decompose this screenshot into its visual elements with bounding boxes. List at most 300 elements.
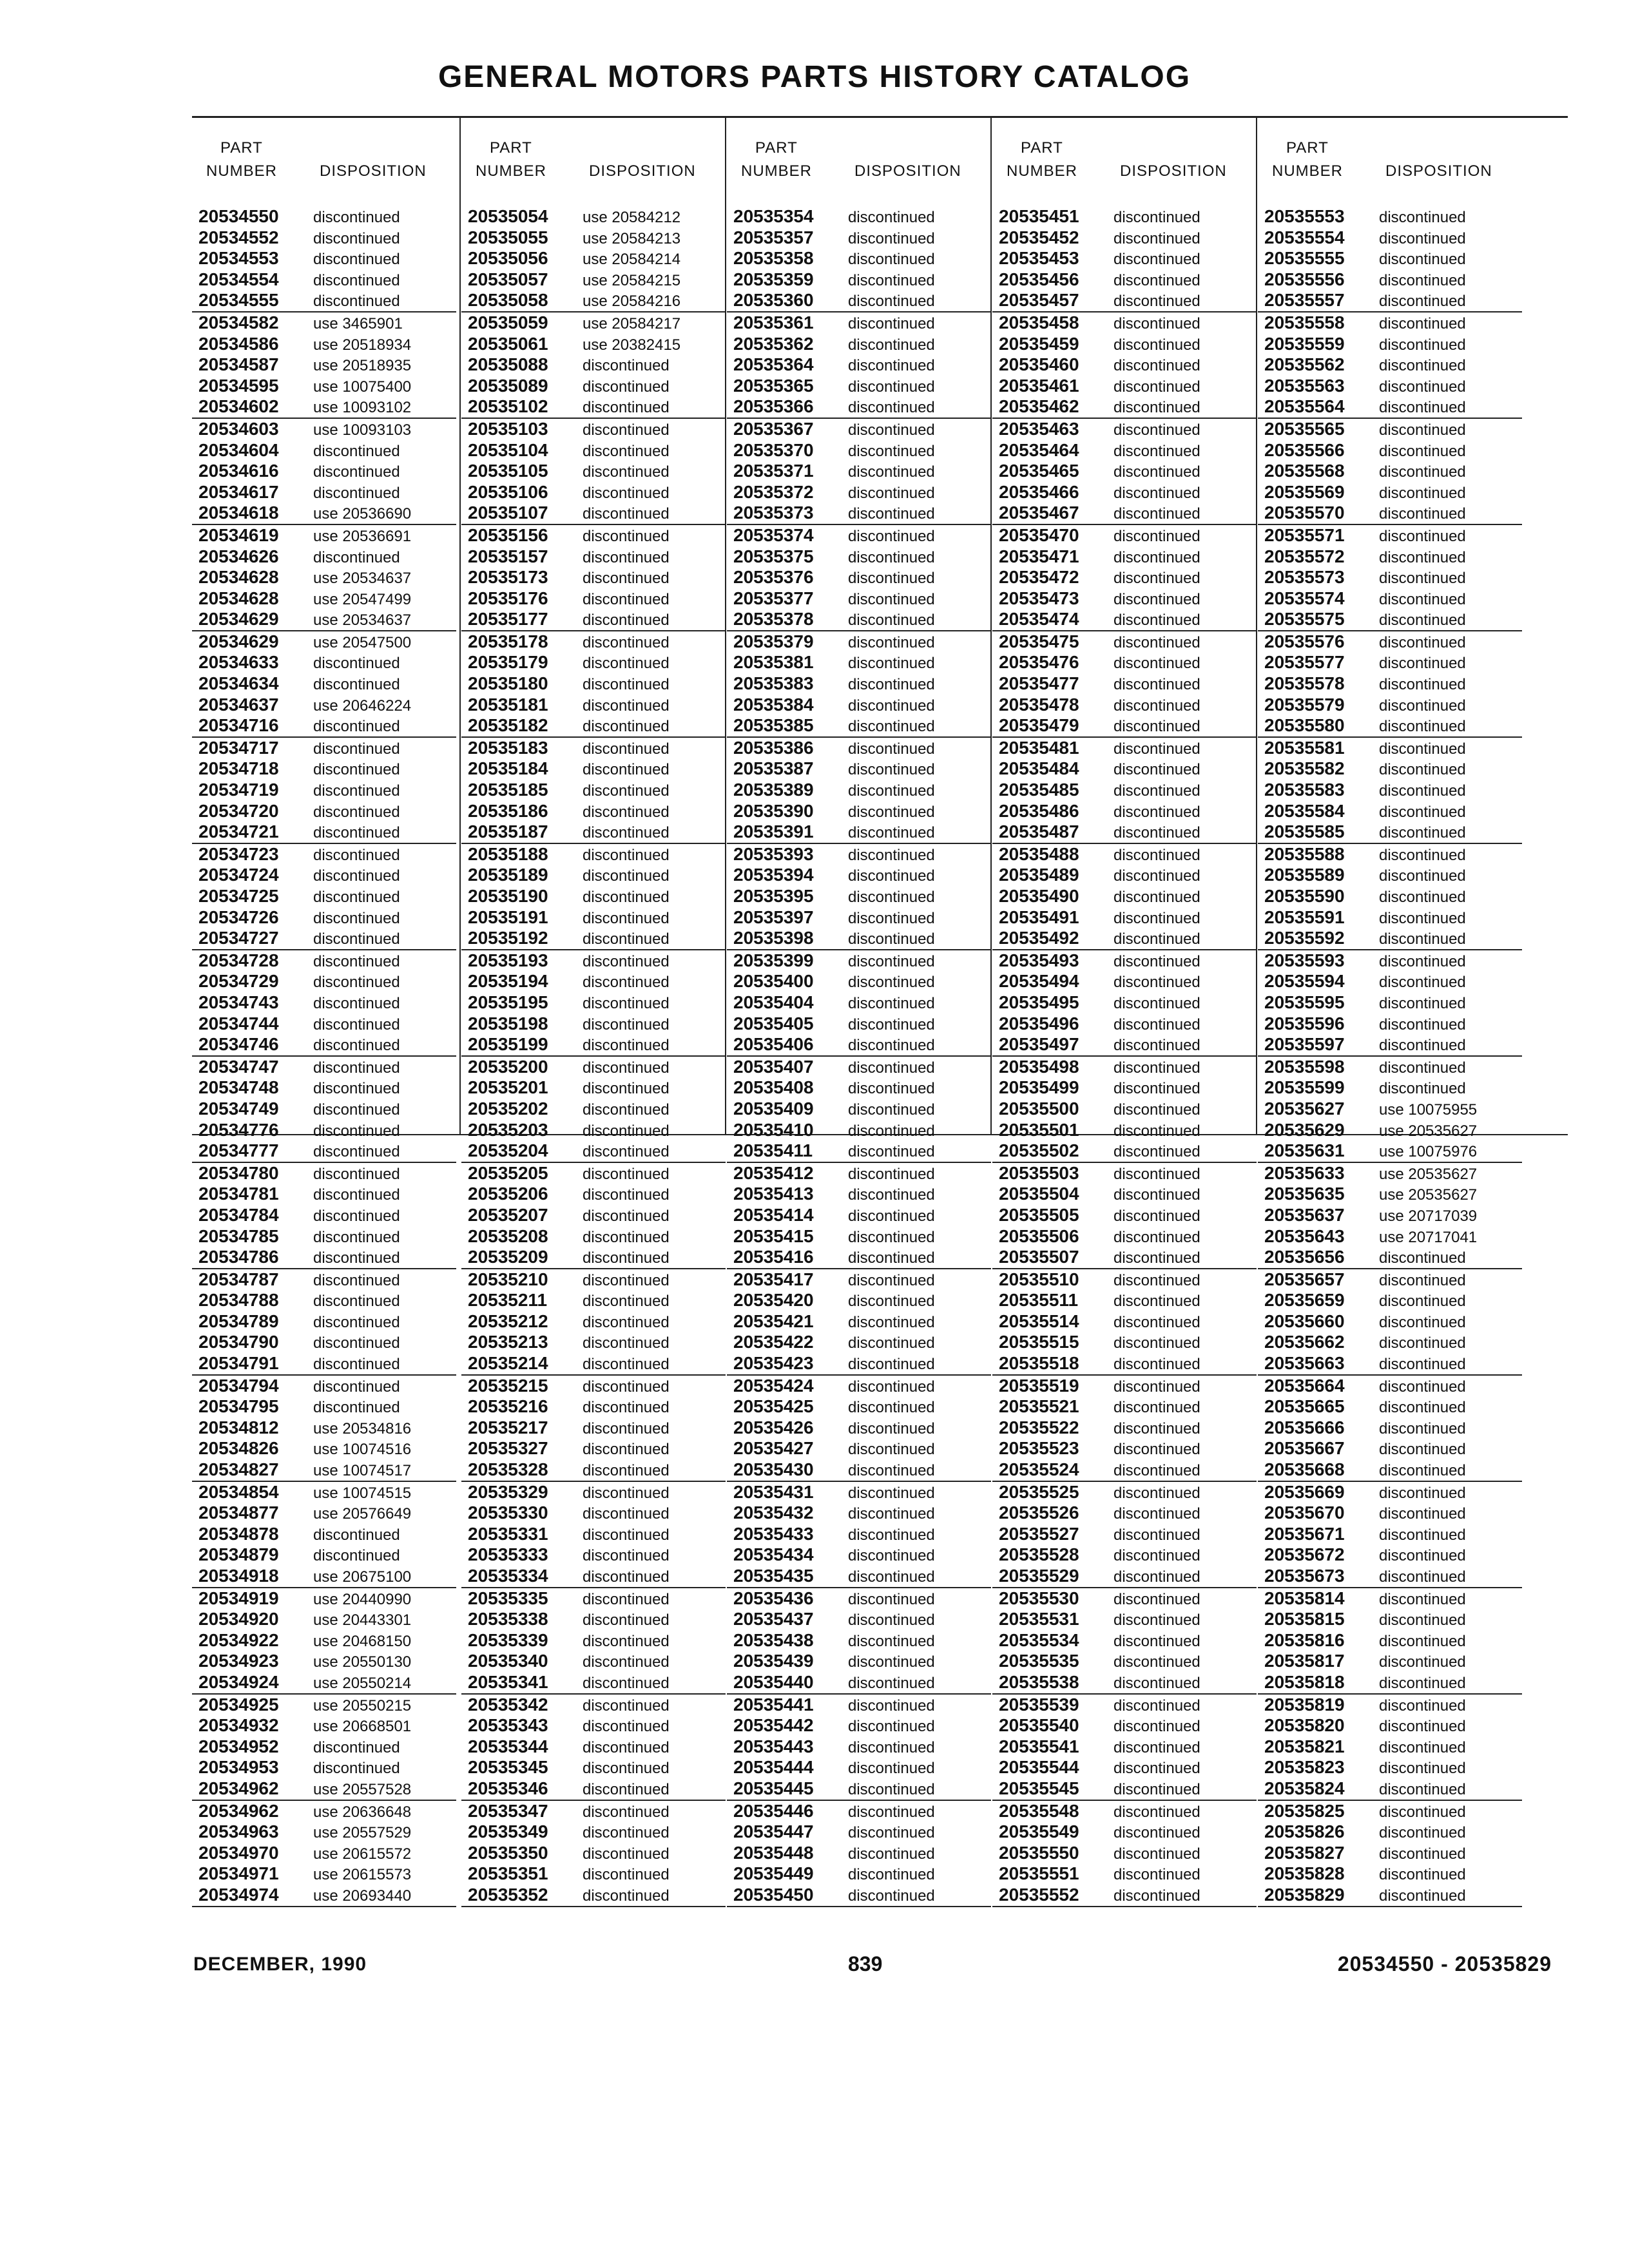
part-number: 20535435: [733, 1566, 814, 1586]
table-row: [192, 865, 456, 886]
disposition: discontinued: [1379, 1568, 1466, 1586]
table-row: [992, 334, 1257, 355]
part-number: 20534725: [198, 886, 279, 906]
disposition: discontinued: [1113, 1590, 1200, 1608]
part-number: 20535362: [733, 333, 814, 354]
table-row: [1258, 588, 1522, 610]
table-row: [727, 567, 991, 588]
part-number: 20535597: [1264, 1034, 1345, 1055]
column-header: [192, 139, 456, 191]
disposition: discontinued: [1113, 1165, 1200, 1183]
table-row: [192, 907, 456, 928]
table-row: [727, 652, 991, 673]
part-number: 20535816: [1264, 1629, 1345, 1650]
part-number: 20535594: [1264, 971, 1345, 992]
table-row: [192, 971, 456, 992]
table-row: [461, 461, 726, 482]
part-number: 20535430: [733, 1459, 814, 1480]
part-number: 20535579: [1264, 694, 1345, 715]
table-row: [192, 525, 456, 546]
disposition: discontinued: [1113, 293, 1200, 311]
part-number: 20535177: [468, 609, 548, 629]
part-number: 20535627: [1264, 1098, 1345, 1119]
disposition: discontinued: [848, 1547, 935, 1565]
table-row: [461, 1226, 726, 1247]
part-number: 20535484: [999, 758, 1079, 779]
part-number: 20535059: [468, 312, 548, 332]
table-row: [1258, 525, 1522, 546]
disposition: discontinued: [1379, 399, 1466, 417]
disposition: discontinued: [583, 930, 670, 948]
disposition: discontinued: [1379, 633, 1466, 651]
table-row: [192, 1459, 456, 1482]
table-row: [192, 1715, 456, 1736]
part-number: 20535565: [1264, 418, 1345, 439]
parts-rows: [1258, 206, 1522, 1907]
part-number: 20535387: [733, 758, 814, 779]
header-number: NUMBER: [1007, 162, 1078, 180]
disposition: discontinued: [1113, 1015, 1200, 1033]
table-row: [1258, 419, 1522, 440]
disposition: discontinued: [848, 548, 935, 566]
disposition: discontinued: [1379, 548, 1466, 566]
table-row: [192, 822, 456, 844]
table-row: [192, 546, 456, 568]
part-number: 20535365: [733, 375, 814, 396]
part-number: 20535530: [999, 1588, 1079, 1608]
table-row: [1258, 1757, 1522, 1778]
part-number: 20535184: [468, 758, 548, 779]
table-row: [192, 1566, 456, 1588]
disposition: discontinued: [1379, 1441, 1466, 1459]
table-row: [192, 1120, 456, 1141]
part-number: 20534724: [198, 865, 279, 885]
disposition: discontinued: [1113, 740, 1200, 758]
disposition: discontinued: [848, 442, 935, 460]
part-number: 20534587: [198, 354, 279, 375]
disposition: discontinued: [848, 314, 935, 332]
table-row: [1258, 695, 1522, 716]
disposition: use 20646224: [313, 697, 412, 715]
part-number: 20535514: [999, 1311, 1079, 1331]
disposition: discontinued: [1379, 676, 1466, 694]
header-part: PART: [1021, 139, 1063, 157]
disposition: use 20535627: [1379, 1186, 1478, 1204]
table-row: [1258, 206, 1522, 227]
part-number: 20535629: [1264, 1119, 1345, 1140]
disposition: discontinued: [313, 761, 400, 779]
disposition: use 20534637: [313, 611, 412, 629]
table-row: [992, 801, 1257, 822]
part-number: 20535373: [733, 503, 814, 523]
disposition: discontinued: [313, 1760, 400, 1778]
disposition: discontinued: [583, 357, 670, 375]
disposition: discontinued: [1379, 846, 1466, 864]
table-row: [192, 1099, 456, 1120]
table-row: [1258, 503, 1522, 525]
disposition: discontinued: [1113, 1441, 1200, 1459]
part-number: 20535439: [733, 1651, 814, 1671]
table-row: [192, 354, 456, 376]
disposition: use 10074517: [313, 1462, 412, 1480]
part-number: 20535493: [999, 950, 1079, 970]
table-row: [1258, 1120, 1522, 1141]
disposition: use 20584215: [583, 271, 681, 289]
table-row: [192, 758, 456, 780]
table-row: [727, 1801, 991, 1822]
table-row: [727, 1311, 991, 1332]
disposition: discontinued: [583, 1462, 670, 1480]
part-number: 20535464: [999, 439, 1079, 460]
disposition: discontinued: [1379, 761, 1466, 779]
disposition: discontinued: [1113, 1378, 1200, 1396]
table-row: [1258, 1290, 1522, 1311]
disposition: discontinued: [848, 1228, 935, 1246]
disposition: discontinued: [1113, 357, 1200, 375]
table-row: [192, 1482, 456, 1503]
disposition: discontinued: [583, 952, 670, 970]
part-number: 20534781: [198, 1184, 279, 1204]
table-row: [461, 1566, 726, 1588]
disposition: discontinued: [1113, 1760, 1200, 1778]
table-row: [727, 1695, 991, 1716]
disposition: discontinued: [583, 1271, 670, 1289]
part-number: 20535420: [733, 1290, 814, 1311]
part-number: 20535446: [733, 1800, 814, 1821]
part-number: 20535551: [999, 1863, 1079, 1884]
part-number: 20535400: [733, 971, 814, 992]
part-number: 20535338: [468, 1609, 548, 1629]
disposition: discontinued: [1113, 1080, 1200, 1098]
disposition: discontinued: [1113, 378, 1200, 396]
table-row: [192, 673, 456, 695]
header-disposition: DISPOSITION: [320, 162, 427, 180]
part-number: 20534619: [198, 524, 279, 545]
disposition: discontinued: [313, 209, 400, 226]
disposition: discontinued: [1113, 952, 1200, 970]
column-header: [461, 139, 726, 191]
table-row: [1258, 546, 1522, 568]
part-number: 20534953: [198, 1757, 279, 1778]
table-row: [461, 780, 726, 801]
part-number: 20535192: [468, 928, 548, 948]
table-row: [192, 631, 456, 653]
part-number: 20535176: [468, 588, 548, 608]
disposition: discontinued: [583, 994, 670, 1012]
part-number: 20535550: [999, 1842, 1079, 1863]
disposition: discontinued: [848, 1526, 935, 1544]
part-number: 20535492: [999, 928, 1079, 948]
table-row: [992, 269, 1257, 291]
disposition: discontinued: [313, 676, 400, 694]
part-number: 20534586: [198, 333, 279, 354]
part-number: 20535525: [999, 1481, 1079, 1502]
part-number: 20535817: [1264, 1651, 1345, 1671]
table-row: [192, 396, 456, 419]
table-row: [1258, 758, 1522, 780]
part-number: 20535593: [1264, 950, 1345, 970]
disposition: discontinued: [1113, 761, 1200, 779]
disposition: discontinued: [313, 994, 400, 1012]
part-number: 20535398: [733, 928, 814, 948]
part-number: 20535157: [468, 546, 548, 566]
part-number: 20535557: [1264, 290, 1345, 311]
part-number: 20535104: [468, 439, 548, 460]
table-row: [192, 1418, 456, 1439]
table-row: [992, 396, 1257, 419]
part-number: 20535598: [1264, 1056, 1345, 1077]
table-row: [992, 1332, 1257, 1353]
table-row: [992, 1588, 1257, 1610]
part-number: 20535475: [999, 631, 1079, 651]
table-row: [727, 928, 991, 950]
part-number: 20535211: [468, 1290, 548, 1311]
disposition: discontinued: [583, 1313, 670, 1331]
table-row: [461, 1544, 726, 1566]
table-row: [192, 503, 456, 525]
parts-column-3: [727, 116, 991, 1905]
part-number: 20534729: [198, 971, 279, 992]
table-row: [1258, 312, 1522, 334]
table-row: [727, 1778, 991, 1801]
table-row: [727, 1885, 991, 1907]
column-header: [727, 139, 991, 191]
header-number: NUMBER: [741, 162, 813, 180]
table-row: [992, 1566, 1257, 1588]
part-number: 20535393: [733, 843, 814, 864]
disposition: discontinued: [1379, 1696, 1466, 1715]
table-row: [1258, 396, 1522, 419]
part-number: 20534720: [198, 800, 279, 821]
part-number: 20535198: [468, 1013, 548, 1033]
disposition: use 10093103: [313, 421, 412, 439]
disposition: discontinued: [848, 889, 935, 906]
disposition: discontinued: [1379, 505, 1466, 523]
part-number: 20535339: [468, 1629, 548, 1650]
table-row: [992, 482, 1257, 503]
disposition: discontinued: [1113, 527, 1200, 545]
table-row: [992, 1057, 1257, 1078]
part-number: 20534786: [198, 1247, 279, 1267]
part-number: 20535370: [733, 439, 814, 460]
part-number: 20535394: [733, 865, 814, 885]
disposition: discontinued: [848, 1803, 935, 1821]
table-row: [192, 334, 456, 355]
disposition: discontinued: [1113, 718, 1200, 736]
parts-rows: [727, 206, 991, 1907]
disposition: discontinued: [313, 271, 400, 289]
table-row: [727, 1503, 991, 1524]
table-row: [1258, 844, 1522, 865]
disposition: discontinued: [848, 590, 935, 608]
part-number: 20535504: [999, 1184, 1079, 1204]
disposition: discontinued: [583, 718, 670, 736]
parts-table: [192, 116, 1568, 1905]
disposition: discontinued: [583, 570, 670, 588]
table-row: [1258, 609, 1522, 631]
part-number: 20535375: [733, 546, 814, 566]
disposition: discontinued: [313, 824, 400, 842]
table-row: [992, 1438, 1257, 1459]
table-row: [992, 1120, 1257, 1141]
part-number: 20535410: [733, 1119, 814, 1140]
part-number: 20535522: [999, 1417, 1079, 1437]
table-row: [992, 822, 1257, 844]
disposition: discontinued: [1113, 421, 1200, 439]
table-row: [727, 440, 991, 461]
part-number: 20534780: [198, 1162, 279, 1183]
part-number: 20535438: [733, 1629, 814, 1650]
table-row: [992, 1376, 1257, 1397]
table-row: [727, 461, 991, 482]
disposition: use 20693440: [313, 1887, 412, 1905]
disposition: discontinued: [313, 974, 400, 992]
table-row: [1258, 971, 1522, 992]
part-number: 20535824: [1264, 1778, 1345, 1798]
part-number: 20535479: [999, 715, 1079, 736]
part-number: 20534970: [198, 1842, 279, 1863]
part-number: 20535331: [468, 1523, 548, 1544]
disposition: discontinued: [848, 1378, 935, 1396]
part-number: 20535057: [468, 269, 548, 289]
part-number: 20535477: [999, 673, 1079, 694]
disposition: discontinued: [1113, 1866, 1200, 1884]
disposition: discontinued: [1379, 867, 1466, 885]
part-number: 20535491: [999, 907, 1079, 927]
disposition: discontinued: [1113, 1419, 1200, 1437]
table-row: [992, 1418, 1257, 1439]
table-row: [461, 652, 726, 673]
disposition: discontinued: [1113, 1611, 1200, 1629]
table-row: [461, 844, 726, 865]
part-number: 20535421: [733, 1311, 814, 1331]
disposition: discontinued: [848, 952, 935, 970]
disposition: discontinued: [848, 484, 935, 502]
table-row: [992, 1077, 1257, 1099]
disposition: discontinued: [1113, 1696, 1200, 1715]
table-row: [192, 1778, 456, 1801]
table-row: [192, 1376, 456, 1397]
disposition: discontinued: [1379, 1462, 1466, 1480]
part-number: 20535635: [1264, 1184, 1345, 1204]
table-row: [727, 269, 991, 291]
disposition: discontinued: [848, 1356, 935, 1374]
disposition: discontinued: [583, 463, 670, 481]
header-disposition: DISPOSITION: [1385, 162, 1492, 180]
header-part: PART: [755, 139, 798, 157]
table-row: [1258, 1524, 1522, 1545]
disposition: discontinued: [313, 1356, 400, 1374]
disposition: discontinued: [583, 1505, 670, 1523]
disposition: discontinued: [1379, 357, 1466, 375]
table-row: [192, 1353, 456, 1376]
table-row: [727, 1609, 991, 1630]
disposition: discontinued: [583, 1803, 670, 1821]
table-row: [461, 1311, 726, 1332]
disposition: discontinued: [848, 930, 935, 948]
part-number: 20534962: [198, 1800, 279, 1821]
table-row: [461, 546, 726, 568]
part-number: 20535456: [999, 269, 1079, 289]
table-row: [727, 631, 991, 653]
part-number: 20535563: [1264, 375, 1345, 396]
table-row: [727, 312, 991, 334]
table-row: [1258, 822, 1522, 844]
part-number: 20535490: [999, 886, 1079, 906]
table-row: [192, 461, 456, 482]
part-number: 20535496: [999, 1013, 1079, 1033]
disposition: discontinued: [848, 1059, 935, 1077]
disposition: discontinued: [848, 867, 935, 885]
disposition: discontinued: [583, 867, 670, 885]
disposition: discontinued: [313, 1526, 400, 1544]
disposition: discontinued: [1113, 570, 1200, 588]
part-number: 20535173: [468, 567, 548, 588]
disposition: discontinued: [1379, 527, 1466, 545]
part-number: 20535668: [1264, 1459, 1345, 1480]
disposition: discontinued: [1379, 1780, 1466, 1798]
table-row: [192, 1609, 456, 1630]
parts-rows: [992, 206, 1257, 1907]
part-number: 20535448: [733, 1842, 814, 1863]
part-number: 20535829: [1264, 1884, 1345, 1905]
disposition: discontinued: [848, 611, 935, 629]
table-row: [1258, 248, 1522, 269]
table-row: [727, 609, 991, 631]
table-row: [461, 1034, 726, 1057]
disposition: discontinued: [1113, 611, 1200, 629]
part-number: 20534602: [198, 396, 279, 417]
table-row: [1258, 631, 1522, 653]
table-row: [1258, 1014, 1522, 1035]
part-number: 20535361: [733, 312, 814, 332]
part-number: 20535498: [999, 1056, 1079, 1077]
disposition: discontinued: [848, 718, 935, 736]
disposition: discontinued: [1379, 1653, 1466, 1671]
disposition: discontinued: [1113, 1674, 1200, 1692]
part-number: 20535343: [468, 1715, 548, 1736]
disposition: discontinued: [313, 1037, 400, 1055]
part-number: 20535179: [468, 652, 548, 673]
table-row: [727, 1672, 991, 1695]
table-row: [461, 738, 726, 759]
disposition: discontinued: [1113, 1780, 1200, 1798]
disposition: use 20550214: [313, 1674, 412, 1692]
part-number: 20535397: [733, 907, 814, 927]
table-row: [461, 376, 726, 397]
disposition: discontinued: [583, 824, 670, 842]
disposition: discontinued: [848, 1632, 935, 1650]
part-number: 20535408: [733, 1077, 814, 1098]
table-row: [461, 334, 726, 355]
disposition: discontinued: [1379, 1419, 1466, 1437]
disposition: discontinued: [313, 251, 400, 269]
disposition: discontinued: [1113, 399, 1200, 417]
part-number: 20535417: [733, 1269, 814, 1289]
table-row: [192, 588, 456, 610]
disposition: discontinued: [1379, 952, 1466, 970]
table-row: [461, 1247, 726, 1269]
part-number: 20534744: [198, 1013, 279, 1033]
table-row: [992, 1843, 1257, 1864]
part-number: 20535188: [468, 843, 548, 864]
table-row: [192, 567, 456, 588]
disposition: discontinued: [1113, 548, 1200, 566]
table-row: [192, 1311, 456, 1332]
disposition: discontinued: [848, 1080, 935, 1098]
disposition: use 10074516: [313, 1441, 412, 1459]
part-number: 20535449: [733, 1863, 814, 1884]
